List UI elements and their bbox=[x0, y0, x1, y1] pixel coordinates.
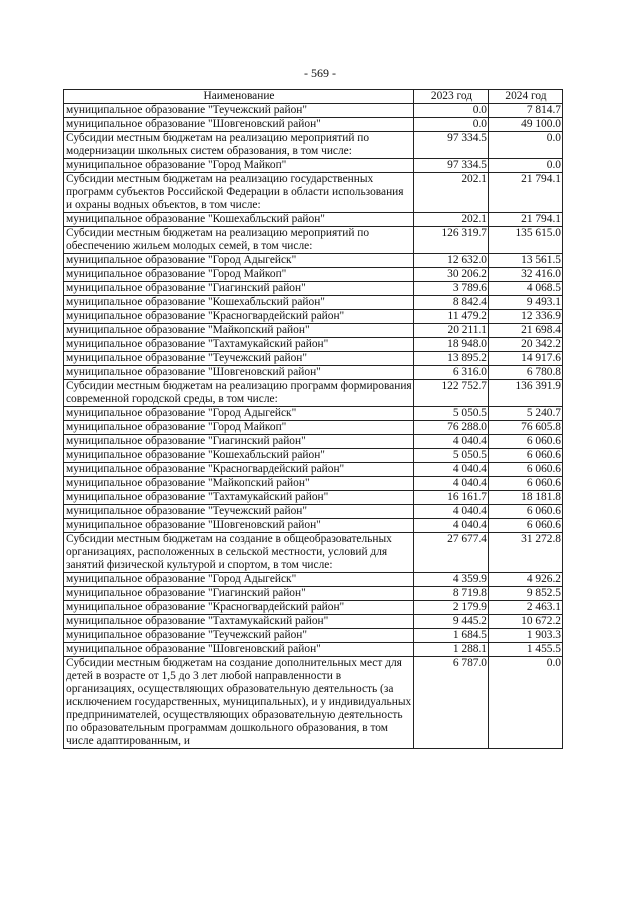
row-name: муниципальное образование "Майкопский район" bbox=[64, 477, 414, 491]
table-row bbox=[64, 254, 563, 268]
row-value-2023: 97 334.5 bbox=[414, 159, 489, 173]
row-value-2024: 10 672.2 bbox=[489, 615, 563, 629]
row-value-2024: 9 852.5 bbox=[489, 587, 563, 601]
row-name: муниципальное образование "Теучежский район" bbox=[64, 352, 414, 366]
row-name: муниципальное образование "Гиагинский район" bbox=[64, 282, 414, 296]
row-value-2023: 76 288.0 bbox=[414, 421, 489, 435]
row-name: муниципальное образование "Тахтамукайский район" bbox=[64, 338, 414, 352]
row-value-2024: 2 463.1 bbox=[489, 601, 563, 615]
budget-table bbox=[63, 89, 563, 749]
table-row bbox=[64, 118, 563, 132]
row-value-2023: 0.0 bbox=[414, 104, 489, 118]
row-name: муниципальное образование "Город Адыгейск" bbox=[64, 573, 414, 587]
row-name: муниципальное образование "Теучежский район" bbox=[64, 104, 414, 118]
row-value-2024: 6 060.6 bbox=[489, 519, 563, 533]
header-name: Наименование bbox=[64, 90, 414, 104]
row-value-2024: 6 060.6 bbox=[489, 477, 563, 491]
row-value-2023: 8 842.4 bbox=[414, 296, 489, 310]
row-value-2024: 21 794.1 bbox=[489, 173, 563, 213]
table-row bbox=[64, 407, 563, 421]
table-row bbox=[64, 227, 563, 254]
row-value-2023: 5 050.5 bbox=[414, 407, 489, 421]
row-value-2024: 14 917.6 bbox=[489, 352, 563, 366]
table-row bbox=[64, 324, 563, 338]
row-value-2023: 6 316.0 bbox=[414, 366, 489, 380]
table-body bbox=[64, 104, 563, 749]
row-name: муниципальное образование "Тахтамукайский район" bbox=[64, 491, 414, 505]
row-value-2023: 202.1 bbox=[414, 213, 489, 227]
table-row bbox=[64, 491, 563, 505]
row-value-2023: 6 787.0 bbox=[414, 657, 489, 749]
table-row bbox=[64, 573, 563, 587]
table-row bbox=[64, 366, 563, 380]
row-name: Субсидии местным бюджетам на реализацию государственных программ субъектов Российской Федерации в области использования и охраны водных объектов, в том числе: bbox=[64, 173, 414, 213]
table-row bbox=[64, 477, 563, 491]
row-name: муниципальное образование "Красногвардейский район" bbox=[64, 463, 414, 477]
row-name: муниципальное образование "Красногвардейский район" bbox=[64, 310, 414, 324]
row-value-2023: 5 050.5 bbox=[414, 449, 489, 463]
row-value-2024: 20 342.2 bbox=[489, 338, 563, 352]
row-value-2024: 0.0 bbox=[489, 657, 563, 749]
row-value-2023: 30 206.2 bbox=[414, 268, 489, 282]
table-row bbox=[64, 421, 563, 435]
table-row bbox=[64, 629, 563, 643]
row-value-2024: 136 391.9 bbox=[489, 380, 563, 407]
row-name: муниципальное образование "Шовгеновский район" bbox=[64, 366, 414, 380]
table-row bbox=[64, 435, 563, 449]
table-row bbox=[64, 519, 563, 533]
row-value-2024: 6 060.6 bbox=[489, 449, 563, 463]
table-row bbox=[64, 380, 563, 407]
row-value-2023: 4 040.4 bbox=[414, 477, 489, 491]
row-value-2023: 27 677.4 bbox=[414, 533, 489, 573]
row-value-2023: 4 040.4 bbox=[414, 463, 489, 477]
row-name: Субсидии местным бюджетам на создание в общеобразовательных организациях, расположенных в сельской местности, условий для занятий физической культурой и спортом, в том числе: bbox=[64, 533, 414, 573]
row-value-2024: 76 605.8 bbox=[489, 421, 563, 435]
row-value-2023: 12 632.0 bbox=[414, 254, 489, 268]
row-value-2024: 9 493.1 bbox=[489, 296, 563, 310]
row-value-2023: 4 040.4 bbox=[414, 505, 489, 519]
row-name: муниципальное образование "Город Майкоп" bbox=[64, 159, 414, 173]
row-value-2023: 97 334.5 bbox=[414, 132, 489, 159]
table-row bbox=[64, 173, 563, 213]
row-name: муниципальное образование "Город Адыгейск" bbox=[64, 254, 414, 268]
table-row bbox=[64, 587, 563, 601]
row-name: Субсидии местным бюджетам на реализацию мероприятий по модернизации школьных систем образования, в том числе: bbox=[64, 132, 414, 159]
row-value-2023: 4 359.9 bbox=[414, 573, 489, 587]
row-value-2023: 8 719.8 bbox=[414, 587, 489, 601]
row-name: муниципальное образование "Шовгеновский район" bbox=[64, 519, 414, 533]
row-name: муниципальное образование "Теучежский район" bbox=[64, 505, 414, 519]
row-value-2023: 16 161.7 bbox=[414, 491, 489, 505]
row-name: муниципальное образование "Тахтамукайский район" bbox=[64, 615, 414, 629]
row-name: муниципальное образование "Кошехабльский район" bbox=[64, 213, 414, 227]
row-value-2024: 7 814.7 bbox=[489, 104, 563, 118]
row-value-2023: 4 040.4 bbox=[414, 519, 489, 533]
row-value-2024: 4 926.2 bbox=[489, 573, 563, 587]
table-row bbox=[64, 282, 563, 296]
row-value-2024: 21 794.1 bbox=[489, 213, 563, 227]
row-name: муниципальное образование "Город Майкоп" bbox=[64, 268, 414, 282]
row-value-2023: 11 479.2 bbox=[414, 310, 489, 324]
table-row bbox=[64, 310, 563, 324]
table-row bbox=[64, 463, 563, 477]
row-value-2023: 1 288.1 bbox=[414, 643, 489, 657]
row-value-2024: 12 336.9 bbox=[489, 310, 563, 324]
header-2024: 2024 год bbox=[489, 90, 563, 104]
row-name: Субсидии местным бюджетам на реализацию программ формирования современной городской среды, в том числе: bbox=[64, 380, 414, 407]
table-row bbox=[64, 159, 563, 173]
row-name: муниципальное образование "Красногвардейский район" bbox=[64, 601, 414, 615]
row-value-2024: 0.0 bbox=[489, 159, 563, 173]
row-name: Субсидии местным бюджетам на реализацию мероприятий по обеспечению жильем молодых семей, в том числе: bbox=[64, 227, 414, 254]
row-value-2023: 4 040.4 bbox=[414, 435, 489, 449]
row-value-2023: 122 752.7 bbox=[414, 380, 489, 407]
row-name: муниципальное образование "Шовгеновский район" bbox=[64, 118, 414, 132]
row-name: муниципальное образование "Гиагинский район" bbox=[64, 435, 414, 449]
row-name: муниципальное образование "Шовгеновский район" bbox=[64, 643, 414, 657]
row-value-2024: 13 561.5 bbox=[489, 254, 563, 268]
table-row bbox=[64, 657, 563, 749]
row-name: муниципальное образование "Кошехабльский район" bbox=[64, 449, 414, 463]
row-value-2023: 126 319.7 bbox=[414, 227, 489, 254]
row-name: муниципальное образование "Гиагинский район" bbox=[64, 587, 414, 601]
row-value-2024: 4 068.5 bbox=[489, 282, 563, 296]
row-value-2023: 18 948.0 bbox=[414, 338, 489, 352]
row-name: муниципальное образование "Кошехабльский район" bbox=[64, 296, 414, 310]
row-value-2024: 31 272.8 bbox=[489, 533, 563, 573]
table-row bbox=[64, 352, 563, 366]
row-name: Субсидии местным бюджетам на создание дополнительных мест для детей в возрасте от 1,5 до 3 лет любой направленности в организациях, осуществляющих образовательную деятельность (за исключением государственных, муниципальных), и у индивидуальных предпринимателей, осуществляющих образовательную деятельность по образовательным программам дошкольного образования, в том числе адаптированным, и bbox=[64, 657, 414, 749]
row-value-2023: 1 684.5 bbox=[414, 629, 489, 643]
row-name: муниципальное образование "Город Адыгейск" bbox=[64, 407, 414, 421]
page-number: - 569 - bbox=[304, 66, 336, 80]
row-value-2024: 5 240.7 bbox=[489, 407, 563, 421]
row-name: муниципальное образование "Майкопский район" bbox=[64, 324, 414, 338]
row-value-2024: 32 416.0 bbox=[489, 268, 563, 282]
row-value-2023: 0.0 bbox=[414, 118, 489, 132]
table-row bbox=[64, 213, 563, 227]
header-2023: 2023 год bbox=[414, 90, 489, 104]
table-row bbox=[64, 615, 563, 629]
row-value-2024: 135 615.0 bbox=[489, 227, 563, 254]
row-value-2024: 0.0 bbox=[489, 132, 563, 159]
row-value-2024: 49 100.0 bbox=[489, 118, 563, 132]
row-value-2024: 6 060.6 bbox=[489, 435, 563, 449]
row-value-2023: 9 445.2 bbox=[414, 615, 489, 629]
row-value-2024: 1 903.3 bbox=[489, 629, 563, 643]
row-value-2024: 6 060.6 bbox=[489, 505, 563, 519]
table-row bbox=[64, 296, 563, 310]
row-value-2024: 21 698.4 bbox=[489, 324, 563, 338]
table-row bbox=[64, 643, 563, 657]
table-header-row bbox=[64, 90, 563, 104]
row-value-2024: 18 181.8 bbox=[489, 491, 563, 505]
row-value-2024: 6 780.8 bbox=[489, 366, 563, 380]
row-name: муниципальное образование "Теучежский район" bbox=[64, 629, 414, 643]
table-row bbox=[64, 449, 563, 463]
table-row bbox=[64, 505, 563, 519]
table-row bbox=[64, 104, 563, 118]
row-value-2023: 13 895.2 bbox=[414, 352, 489, 366]
table-row bbox=[64, 268, 563, 282]
row-value-2023: 2 179.9 bbox=[414, 601, 489, 615]
table-row bbox=[64, 132, 563, 159]
row-name: муниципальное образование "Город Майкоп" bbox=[64, 421, 414, 435]
row-value-2024: 1 455.5 bbox=[489, 643, 563, 657]
row-value-2024: 6 060.6 bbox=[489, 463, 563, 477]
table-row bbox=[64, 601, 563, 615]
row-value-2023: 202.1 bbox=[414, 173, 489, 213]
row-value-2023: 3 789.6 bbox=[414, 282, 489, 296]
row-value-2023: 20 211.1 bbox=[414, 324, 489, 338]
table-row bbox=[64, 533, 563, 573]
table-row bbox=[64, 338, 563, 352]
